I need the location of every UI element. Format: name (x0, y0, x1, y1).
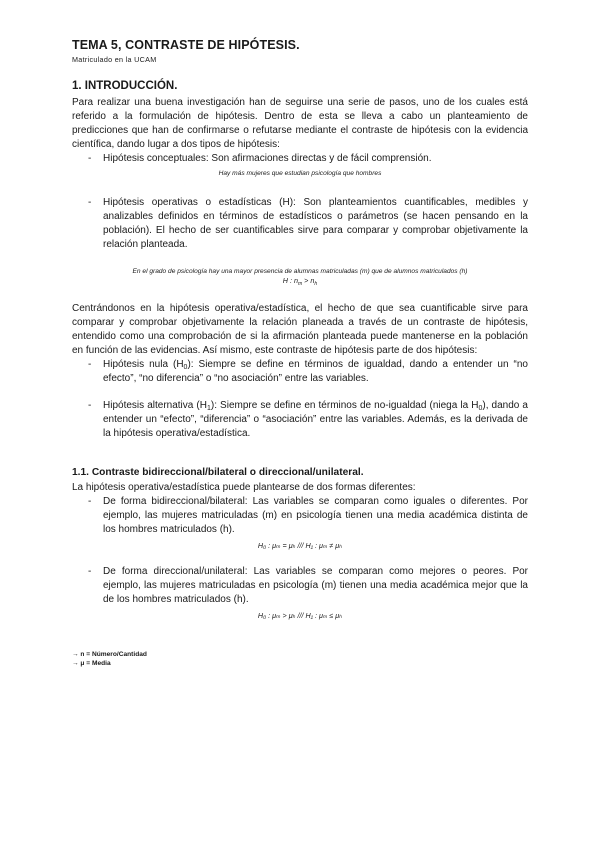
document-subtitle: Matriculado en la UCAM (72, 55, 157, 64)
list-item-operativas (72, 196, 528, 252)
list-item-bidireccional (72, 495, 528, 537)
section-heading-contraste: 1.1. Contraste bidireccional/bilateral o direccional/unilateral. (72, 467, 364, 478)
note-mu: → μ = Media (72, 660, 111, 667)
text-part: Hipótesis nula (H (103, 359, 184, 370)
formula-part: H : n (282, 276, 298, 285)
text-sub: 0 (478, 405, 483, 412)
list-dash: - (88, 566, 92, 577)
document-title: TEMA 5, CONTRASTE DE HIPÓTESIS. (72, 38, 300, 52)
operativa-paragraph: Centrándonos en la hipótesis operativa/estadística, el hecho de que sea cuantificable sirve para comparar y comprobar objetivamente la relación planeada a través de un contraste de hipótesis, entendido como una comprobación de si la afirmación planteada puede mantenerse en la población en función de las evidencias. Así mismo, este contraste de hipótesis parte de dos hipótesis: (72, 303, 528, 356)
list-item-text: De forma bidireccional/bilateral: Las variables se comparan como iguales o diferentes. Por ejemplo, las mujeres matriculadas (m) en psicología tienen una media académica distinta de los hombres matriculados (h). (103, 496, 528, 535)
section-heading-introduccion: 1. INTRODUCCIÓN. (72, 80, 178, 92)
list-dash: - (88, 496, 92, 507)
text-part: Hipótesis alternativa (H (103, 400, 207, 411)
example-conceptual: Hay más mujeres que estudian psicología que hombres (218, 170, 382, 177)
contraste-intro: La hipótesis operativa/estadística puede plantearse de dos formas diferentes: (72, 482, 416, 493)
list-dash: - (88, 400, 92, 411)
note-n: → n = Número/Cantidad (72, 651, 147, 658)
formula-bilateral: H₀ : μₘ = μₕ /// H₁ : μₘ ≠ μₕ (257, 541, 343, 550)
list-item-text: Hipótesis conceptuales: Son afirmaciones directas y de fácil comprensión. (103, 153, 432, 164)
example-operativa: En el grado de psicología hay una mayor presencia de alumnas matriculadas (m) que de alumnos matriculados (h) (132, 268, 468, 275)
list-dash: - (88, 153, 92, 164)
list-dash: - (88, 197, 92, 208)
list-item-conceptuales (72, 152, 528, 166)
list-item-text (103, 358, 528, 386)
list-item-text: Hipótesis operativas o estadísticas (H): Son planteamientos cuantificables, medibles y analizables definidos en términos de estadísticos o parámetros (se hacen pensando en la población). El hecho de ser cuantificables sirve para comparar y comprobar objetivamente la relación planteada. (103, 197, 528, 250)
list-item-text: De forma direccional/unilateral: Las variables se comparan como mejores o peores. Por ejemplo, las mujeres matriculadas en psicología (m) tienen una media académica mejor que la de los hombres matriculados (h). (103, 566, 528, 605)
list-item-direccional (72, 565, 528, 607)
text-part: ): Siempre se define en términos de no-igualdad (niega la H (210, 400, 479, 411)
list-item-text (103, 399, 528, 441)
notes (72, 650, 528, 668)
formula-sub: m (297, 281, 303, 287)
intro-paragraph: Para realizar una buena investigación han de seguirse una serie de pasos, uno de los cuales está referido a la formulación de hipótesis. Dentro de esta se lleva a cabo un planteamiento de predicciones que han de confirmarse o refutarse mediante el contraste de hipótesis con la evidencia científica, dando lugar a dos tipos de hipótesis: (72, 97, 528, 150)
formula-part: > n (302, 276, 315, 285)
formula-unilateral: H₀ : μₘ > μₕ /// H₁ : μₘ ≤ μₕ (257, 611, 343, 620)
text-sub: 1 (206, 405, 211, 412)
text-part: ), dando a entender un “efecto”, “diferencia” o “asociación” entre las variables. Además, es la derivada de la hipótesis operativa/estadística. (103, 400, 528, 439)
list-item-alternativa (72, 399, 528, 441)
text-sub: 0 (183, 364, 188, 371)
formula-sub: h (314, 281, 318, 287)
text-part: ): Siempre se define en términos de igualdad, dando a entender un “no efecto”, “no diferencia” o “no asociación” entre las variables. (103, 359, 528, 384)
formula-h (72, 276, 528, 286)
document-page (72, 38, 528, 668)
list-dash: - (88, 359, 92, 370)
list-item-nula (72, 358, 528, 386)
